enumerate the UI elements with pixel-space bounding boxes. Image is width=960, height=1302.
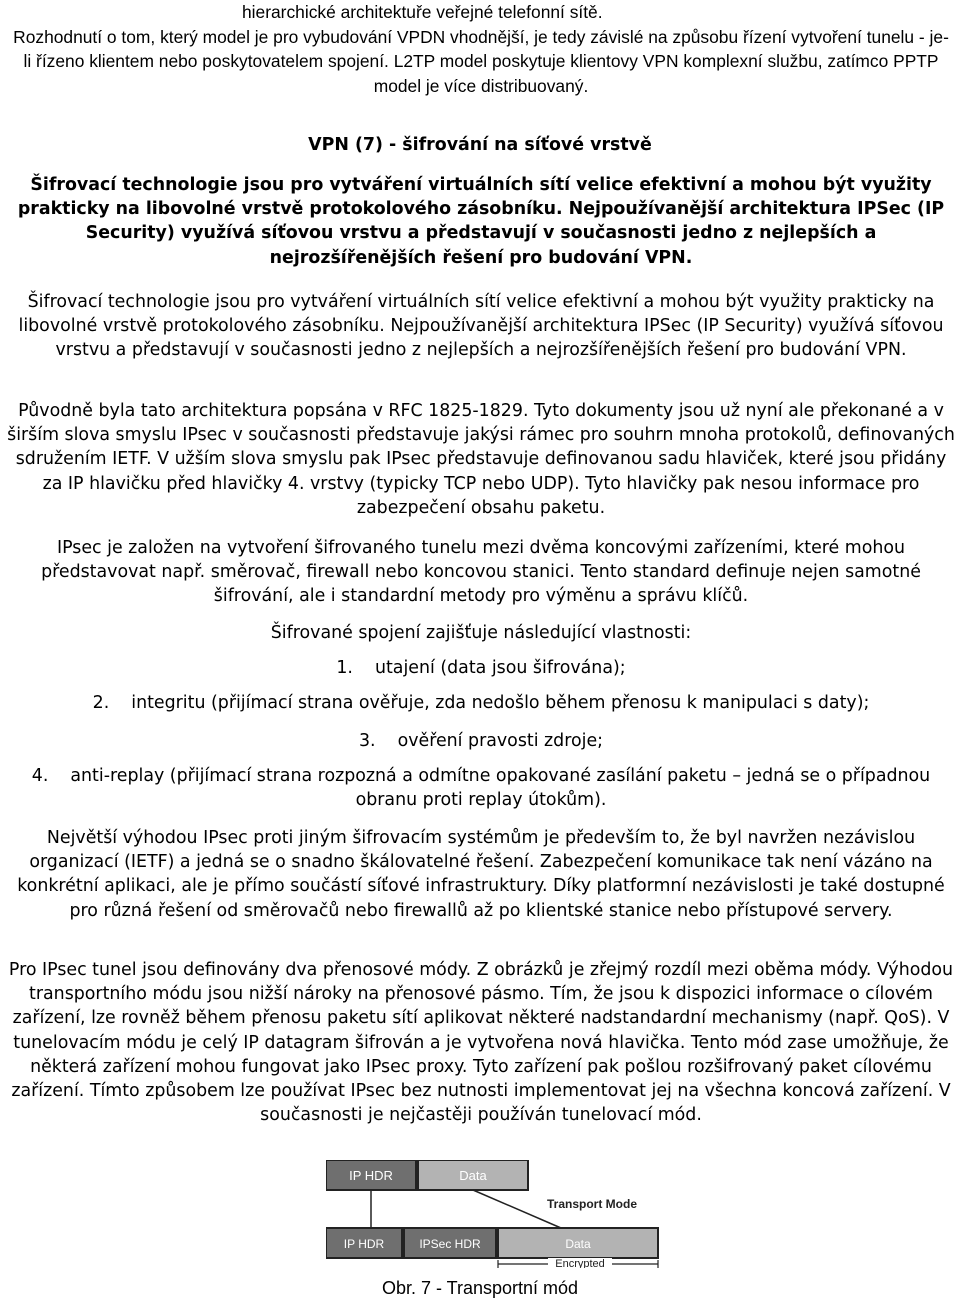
paragraph-3: IPsec je založen na vytvoření šifrovaného tunelu mezi dvěma koncovými zařízeními, které mohou představovat např. směrovač, firewall nebo koncovou stanici. Tento standard definuje nejen samotné šifrování, ale i standardní metody pro výměnu a správu klíčů. — [41, 538, 921, 607]
transport-mode-diagram — [326, 1160, 660, 1268]
list-text: integritu (přijímací strana ověřuje, zda nedošlo během přenosu k manipulaci s daty); — [131, 693, 870, 713]
section-title: VPN (7) - šifrování na síťové vrstvě — [308, 135, 652, 155]
intro-block — [10, 0, 952, 98]
top-ip-hdr-label: IP HDR — [349, 1168, 393, 1183]
list-number: 4. — [31, 766, 49, 786]
list-item-2 — [6, 691, 956, 715]
list-number: 3. — [358, 731, 376, 751]
list-text: ověření pravosti zdroje; — [397, 731, 604, 751]
intro-first-line: hierarchické architektuře veřejné telefonní sítě. — [242, 2, 603, 22]
list-item-4 — [6, 764, 956, 812]
intro-paragraph: Rozhodnutí o tom, který model je pro vybudování VPDN vhodnější, je tedy závislé na způsobu řízení vytvoření tunelu - je-li řízeno klientem nebo poskytovatelem spojení. L2TP model poskytuje klientovy VPN komplexní službu, zatímco PPTP model je více distribuovaný. — [13, 26, 949, 96]
list-item-3 — [6, 729, 956, 753]
transport-mode-label: Transport Mode — [546, 1197, 638, 1211]
bottom-ipsec-hdr-label: IPSec HDR — [419, 1237, 481, 1251]
figure-caption: Obr. 7 - Transportní mód — [381, 1278, 579, 1298]
list-number: 2. — [92, 693, 110, 713]
list-text: anti-replay (přijímací strana rozpozná a odmítne opakované zasílání paketu – jedná se o případnou obranu proti replay útokům). — [70, 766, 931, 811]
bottom-data-label: Data — [565, 1237, 591, 1251]
list-number: 1. — [336, 658, 353, 678]
paragraph-modes: Pro IPsec tunel jsou definovány dva přenosové módy. Z obrázků je zřejmý rozdíl mezi oběma módy. Výhodou transportního módu jsou nižší nároky na přenosové pásmo. Tím, že jsou k dispozici informace o cílovém zařízení, lze rovněž během přenosu paketu sítí aplikovat některé nadstandardní mechanismy (např. QoS). V tunelovacím módu je celý IP datagram šifrován a je vytvořena nová hlavička. Tento mód zase umožňuje, že některá zařízení mohou fungovat jako IPsec proxy. Tyto zařízení pak pošlou rozšifrovaný paket cílovému zařízení. Tímto způsobem lze používat IPsec bez nutnosti implementovat jej na všechna koncová zařízení. V současnosti je nejčastěji používán tunelovací mód. — [8, 960, 954, 1126]
list-item-1 — [6, 656, 956, 680]
paragraph-1: Šifrovací technologie jsou pro vytváření virtuálních sítí velice efektivní a mohou být využity prakticky na libovolné vrstvě protokolového zásobníku. Nejpoužívanější architektura IPSec (IP Security) využívá síťovou vrstvu a představují v současnosti jedno z nejlepších a nejrozšířenějších řešení pro budování VPN. — [18, 292, 944, 361]
list-text: utajení (data jsou šifrována); — [374, 658, 626, 678]
transport-mode-figure — [326, 1160, 660, 1268]
paragraph-2: Původně byla tato architektura popsána v RFC 1825-1829. Tyto dokumenty jsou už nyní ale překonané a v širším slova smyslu IPsec v současnosti představuje jakýsi rámec pro souhrn mnoha protokolů, definovaných sdružením IETF. V užším slova smyslu pak IPsec představuje definovanou sadu hlaviček, které jsou přidány za IP hlavičku před hlavičky 4. vrstvy (typicky TCP nebo UDP). Tyto hlavičky pak nesou informace pro zabezpečení obsahu paketu. — [7, 401, 955, 518]
bold-paragraph: Šifrovací technologie jsou pro vytváření virtuálních sítí velice efektivní a mohou být využity prakticky na libovolné vrstvě protokolového zásobníku. Nejpoužívanější architektura IPSec (IP Security) využívá síťovou vrstvu a představují v současnosti jedno z nejlepších a nejrozšířenějších řešení pro budování VPN. — [17, 175, 945, 268]
encrypted-label: Encrypted — [555, 1258, 605, 1268]
bottom-ip-hdr-label: IP HDR — [343, 1237, 385, 1251]
paragraph-advantages: Největší výhodou IPsec proti jiným šifrovacím systémům je především to, že byl navržen nezávislou organizací (IETF) a jedná se o snadno škálovatelné řešení. Zabezpečení komunikace tak není vázáno na konkrétní aplikaci, ale je přímo součástí síťové infrastruktury. Díky platformní nezávislosti je také dostupné pro různá řešení od směrovačů nebo firewallů až po klientské stanice nebo přístupové servery. — [17, 828, 945, 921]
properties-intro: Šifrované spojení zajišťuje následující vlastnosti: — [270, 623, 692, 643]
top-data-label: Data — [459, 1168, 487, 1183]
